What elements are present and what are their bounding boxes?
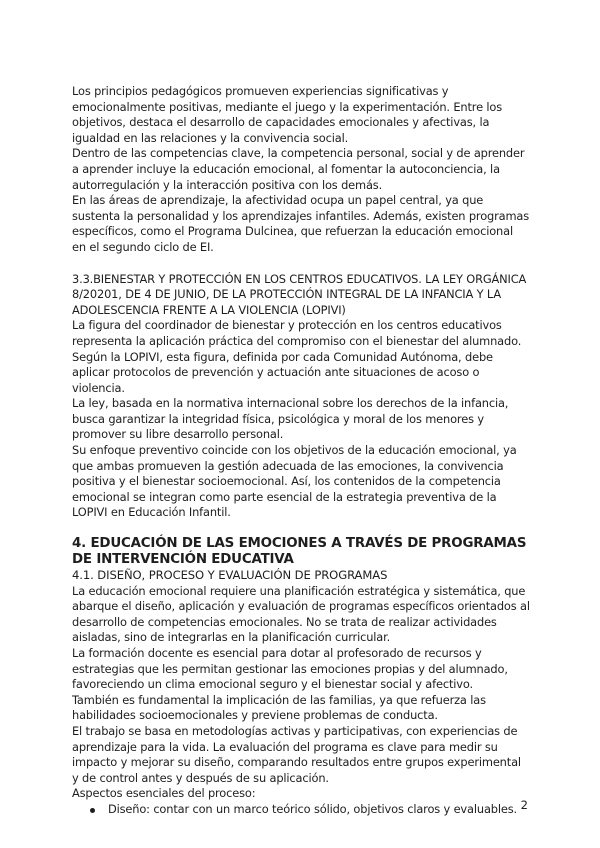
section-4-paragraph-5: Aspectos esenciales del proceso:	[72, 786, 256, 801]
section-4-paragraph-1: La educación emocional requiere una planificación estratégica y sistemática, que abarque el diseño, aplicación y evaluación de programas específicos orientados al desarrollo de competencias emocionales. No se trata de realizar actividades aisladas, sino de integrarlas en la planificación curricular.	[72, 583, 530, 645]
section-3-3-heading: 3.3.BIENESTAR Y PROTECCIÓN EN LOS CENTROS EDUCATIVOS. LA LEY ORGÁNICA 8/20201, DE 4 DE JUNIO, DE LA PROTECCIÓN INTEGRAL DE LA INFANCIA Y LA ADOLESCENCIA FRENTE A LA VIOLENCIA (LOPIVI)	[72, 271, 527, 317]
section-3-3-paragraph-3: Su enfoque preventivo coincide con los objetivos de la educación emocional, ya que ambas promueven la gestión adecuada de las emociones, la convivencia positiva y el bienestar socioemocional. Así, los contenidos de la competencia emocional se integran como parte esencial de la estrategia preventiva de la LOPIVI en Educación Infantil.	[72, 443, 517, 520]
process-aspects-list	[72, 802, 530, 818]
page-number: 2	[520, 798, 528, 812]
section-3-3-paragraph-2: La ley, basada en la normativa internacional sobre los derechos de la infancia, busca garantizar la integridad física, psicológica y moral de los menores y promover su libre desarrollo personal.	[72, 396, 509, 442]
intro-paragraph-1: Los principios pedagógicos promueven experiencias significativas y emocionalmente positivas, mediante el juego y la experimentación. Entre los objetivos, destaca el desarrollo de capacidades emocionales y afectivas, la igualdad en las relaciones y la convivencia social.	[72, 84, 503, 145]
intro-paragraph-3: En las áreas de aprendizaje, la afectividad ocupa un papel central, ya que sustenta la personalidad y los aprendizajes infantiles. Además, existen programas específicos, como el Programa Dulcinea, que refuerzan la educación emocional en el segundo ciclo de EI.	[72, 193, 530, 254]
bullet-icon	[90, 808, 95, 813]
document-page	[72, 84, 530, 818]
section-4-paragraph-2: La formación docente es esencial para dotar al profesorado de recursos y estrategias que les permitan gestionar las emociones propias y del alumnado, favoreciendo un clima emocional seguro y el bienestar social y afectivo.	[72, 646, 508, 692]
intro-paragraph-2: Dentro de las competencias clave, la competencia personal, social y de aprender a aprender incluye la educación emocional, al fomentar la autoconciencia, la autorregulación y la interacción positiva con los demás.	[72, 146, 525, 192]
list-item	[72, 802, 530, 818]
section-4-1-subheading: 4.1. DISEÑO, PROCESO Y EVALUACIÓN DE PROGRAMAS	[72, 568, 388, 583]
section-4-paragraph-3: También es fundamental la implicación de las familias, ya que refuerza las habilidades socioemocionales y previene problemas de conducta.	[72, 692, 486, 723]
section-4-paragraph-4: El trabajo se basa en metodologías activas y participativas, con experiencias de aprendizaje para la vida. La evaluación del programa es clave para medir su impacto y mejorar su diseño, comparando resultados entre grupos experimental y de control antes y después de su aplicación.	[72, 723, 521, 785]
section-3-3-paragraph-1: La figura del coordinador de bienestar y protección en los centros educativos representa la aplicación práctica del compromiso con el bienestar del alumnado. Según la LOPIVI, esta figura, definida por cada Comunidad Autónoma, debe aplicar protocolos de prevención y actuación ante situaciones de acoso o violencia.	[72, 318, 522, 395]
list-item-text: Diseño: contar con un marco teórico sólido, objetivos claros y evaluables.	[108, 801, 517, 816]
section-4-heading: 4. EDUCACIÓN DE LAS EMOCIONES A TRAVÉS DE PROGRAMAS DE INTERVENCIÓN EDUCATIVA	[72, 536, 527, 568]
